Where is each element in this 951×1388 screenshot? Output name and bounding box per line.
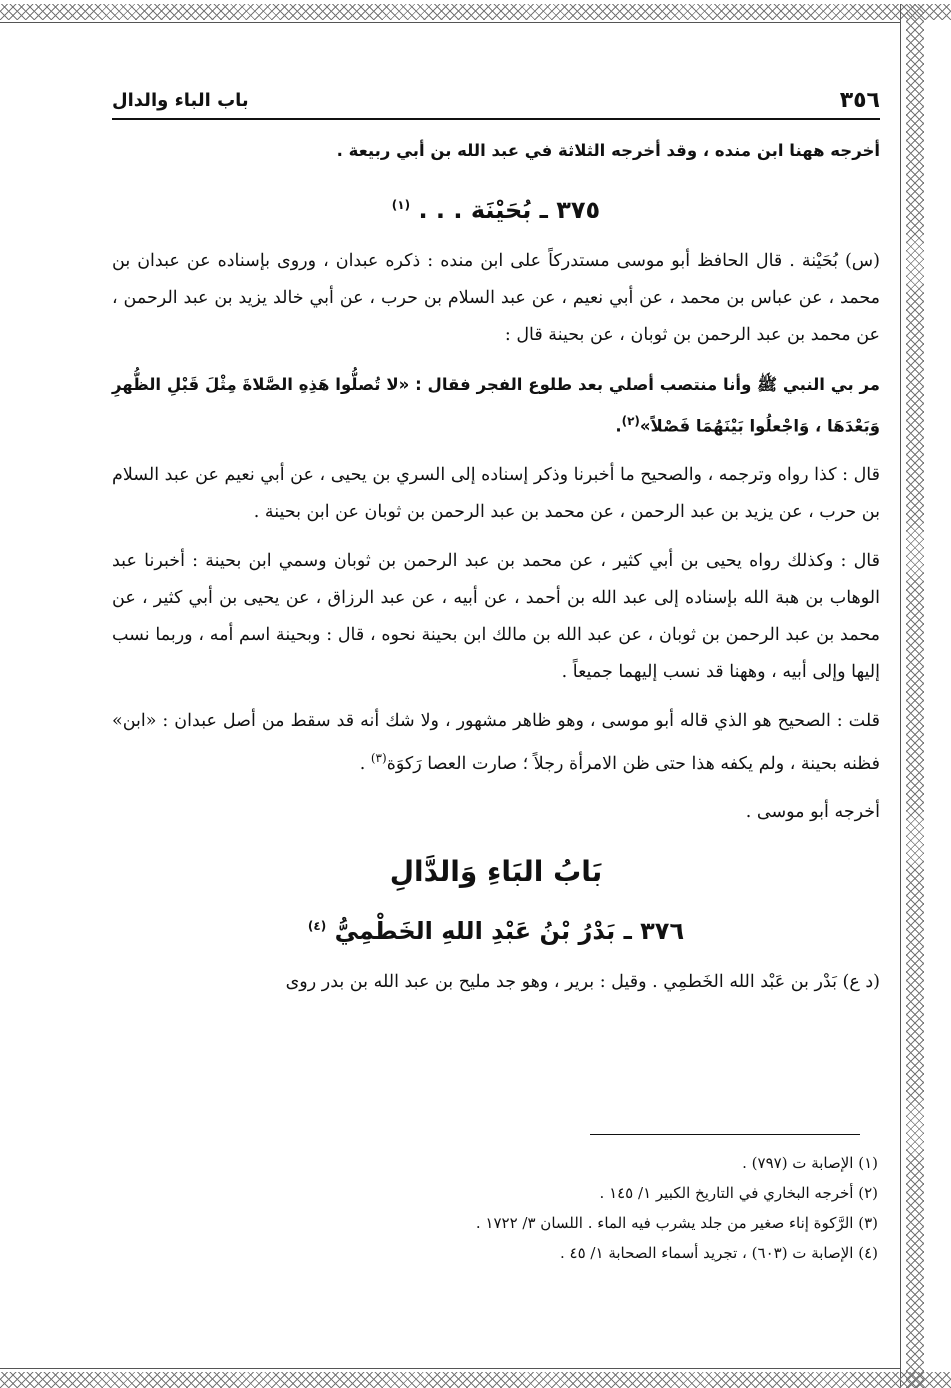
footnote-ref-2: (٢) bbox=[621, 414, 640, 428]
page-number: ٣٥٦ bbox=[839, 88, 880, 113]
footnote-3: (٣) الرَّكوة إناء صغير من جلد يشرب فيه الماء . اللسان ٣/ ١٧٢٢ . bbox=[475, 1214, 878, 1232]
hadith-paragraph: مر بي النبي ﷺ وأنا منتصب أصلي بعد طلوع الفجر فقال : «لا تُصلُّوا هَذِهِ الصَّلاةَ مِثْلَ قَبْلِ الظُّهرِ وَبَعْدَهَا ، وَاجْعلُوا بَيْنَهُمَا فَصْلاً»$^{(٢)}$. bbox=[112, 375, 880, 436]
header-rule bbox=[112, 118, 880, 120]
footnote-1: (١) الإصابة ت (٧٩٧) . bbox=[742, 1154, 878, 1172]
intro-line: أخرجه ههنا ابن منده ، وقد أخرجه الثلاثة في عبد الله بن أبي ربيعة . bbox=[336, 141, 880, 160]
hadith-text: مر بي النبي ﷺ وأنا منتصب أصلي بعد طلوع الفجر فقال : «لا تُصلُّوا هَذِهِ الصَّلاةَ مِثْلَ قَبْلِ الظُّهرِ وَبَعْدَهَا ، وَاجْعلُوا بَيْنَهُمَا فَصْلاً» bbox=[112, 375, 880, 436]
paragraph-4: قال : وكذلك رواه يحيى بن أبي كثير ، عن محمد بن عبد الرحمن بن ثوبان وسمي ابن بحينة : أخبرنا عبد الوهاب بن هبة الله بإسناده إلى عبد الله بن أحمد ، عن أبيه ، عن عبد الرزاق ، عن يحيى بن أبي كثير ، عن محمد بن عبد الرحمن بن ثوبان ، عن عبد الله بن مالك ابن بحينة نحوه ، قال : وبحينة اسم أمه ، وربما نسب إليها وإلى أبيه ، وههنا قد نسب إليهما جميعاً . bbox=[112, 550, 880, 682]
entry-375-title bbox=[112, 187, 880, 229]
paragraph-3: قال : كذا رواه وترجمه ، والصحيح ما أخبرنا وذكر إسناده إلى السري بن يحيى ، عن أبي نعيم عن عبد السلام بن حرب ، عن يزيد بن عبد الرحمن ، عن محمد بن عبد الرحمن بن ثوبان عن ابن بحينة . bbox=[112, 464, 880, 522]
paragraph-1: (س) بُحَيْنة . قال الحافظ أبو موسى مستدركاً على ابن منده : ذكره عبدان ، وروى بإسناده عن عبدان بن محمد ، عن عباس بن محمد ، عن أبي نعيم ، عن عبد السلام بن حرب ، عن أبي خالد يزيد بن عبد الرحمن ، عن محمد بن عبد الرحمن بن ثوبان ، عن بحينة قال : bbox=[112, 251, 880, 345]
entry-376-title bbox=[112, 908, 880, 950]
footnote-ref-4: (٤) bbox=[307, 919, 327, 934]
footnote-ref-1: (١) bbox=[391, 198, 411, 212]
paragraph-6: أخرجه أبو موسى . bbox=[745, 802, 880, 823]
running-head: باب الباء والدال bbox=[112, 90, 249, 111]
entry-376-text: (د ع) بَدْر بن عَبْد الله الخَطمِي . وقيل : برير ، وهو جد مليح بن عبد الله بن بدر روى bbox=[285, 972, 880, 993]
main-text bbox=[112, 132, 880, 1013]
footnote-4: (٤) الإصابة ت (٦٠٣) ، تجريد أسماء الصحابة ١/ ٤٥ . bbox=[559, 1244, 878, 1262]
footnote-rule bbox=[590, 1134, 860, 1135]
page-header bbox=[112, 88, 880, 118]
paragraph-5: قلت : الصحيح هو الذي قاله أبو موسى ، وهو ظاهر مشهور ، ولا شك أنه قد سقط من أصل عبدان : «ابن» فظنه بحينة ، ولم يكفه هذا حتى ظن الامرأة رجلاً ؛ صارت العصا رَكوَة$^{(٣)}$ . bbox=[112, 710, 880, 774]
footnotes bbox=[300, 1148, 878, 1268]
entry-376-heading: ٣٧٦ ـ بَدْرُ بْنُ عَبْدِ اللهِ الخَطْمِيُّ bbox=[334, 917, 685, 946]
entry-375-heading: ٣٧٥ ـ بُحَيْنَة . . . bbox=[418, 196, 601, 224]
footnote-ref-3: (٣) bbox=[370, 750, 387, 765]
chapter-title: بَابُ البَاءِ وَالدَّالِ bbox=[389, 855, 603, 889]
paragraph-5-text: قلت : الصحيح هو الذي قاله أبو موسى ، وهو ظاهر مشهور ، ولا شك أنه قد سقط من أصل عبدان : «ابن» فظنه بحينة ، ولم يكفه هذا حتى ظن الامرأة رجلاً ؛ صارت العصا رَكوَة bbox=[112, 710, 880, 774]
footnote-2: (٢) أخرجه البخاري في التاريخ الكبير ١/ ١٤٥ . bbox=[599, 1184, 878, 1202]
